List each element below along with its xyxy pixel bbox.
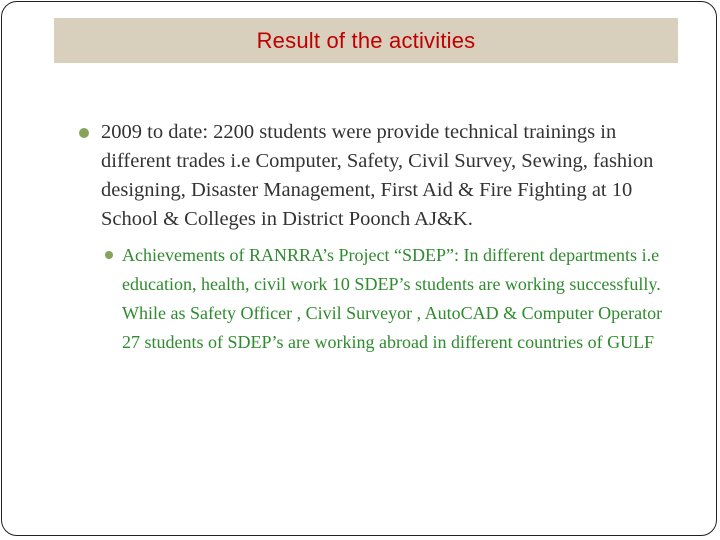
sub-bullet-text: Achievements of RANRRA’s Project “SDEP”: In different departments i.e education, health, civil work 10 SDEP’s students are working successfully. While as Safety Officer , Civil Surveyor , AutoCAD & Computer Operator 27 students of SDEP’s are working abroad in different countries of GULF: [122, 245, 663, 352]
bullet-item: [78, 118, 678, 234]
slide-title: Result of the activities: [256, 27, 476, 53]
sub-bullet-item: [101, 241, 678, 357]
sub-bullet-dot-icon: [105, 251, 113, 259]
bullet-dot-icon: [79, 128, 89, 138]
slide-content: [78, 118, 678, 357]
title-bar: [54, 18, 678, 63]
bullet-text: 2009 to date: 2200 students were provide technical trainings in different trades i.e Computer, Safety, Civil Survey, Sewing, fashion designing, Disaster Management, First Aid & Fire Fighting at 10 School & Colleges in District Poonch AJ&K.: [101, 121, 654, 230]
